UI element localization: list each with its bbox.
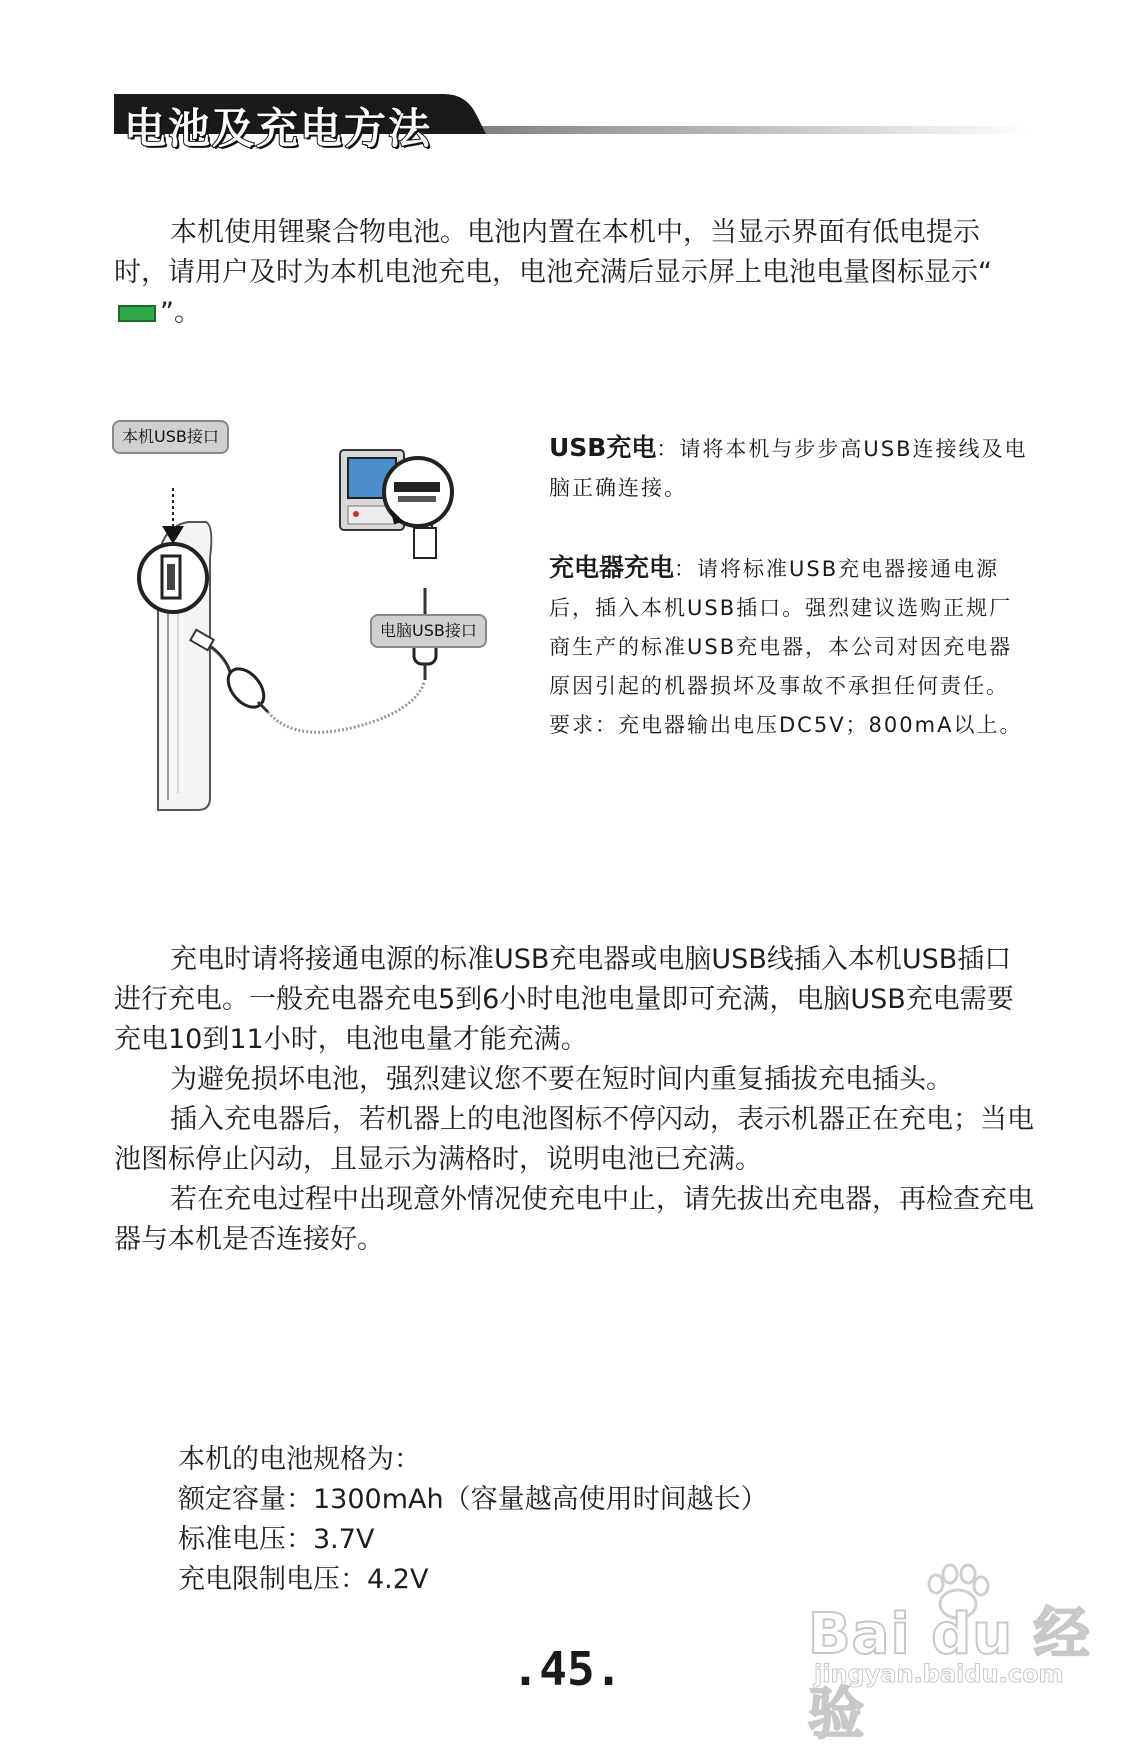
charger-charging-heading: 充电器充电: [549, 553, 675, 582]
charging-illustration: [118, 427, 518, 828]
usb-cable: [268, 682, 424, 732]
intro-text-end: ”。: [160, 297, 201, 328]
paragraph-avoid-damage: 为避免损坏电池，强烈建议您不要在短时间内重复插拔充电插头。: [170, 1064, 953, 1095]
usb-charging-heading: USB充电: [549, 433, 657, 462]
usb-charging-text: ：请将本机与步步高USB连接线及电脑正确连接。: [549, 437, 1028, 500]
pc-usb-port-label: 电脑USB接口: [370, 614, 487, 648]
intro-paragraph: [114, 213, 1024, 333]
device-usb-port-label: 本机USB接口: [112, 420, 229, 454]
spec-voltage: 标准电压：3.7V: [178, 1524, 375, 1555]
baidu-watermark: [808, 1568, 1098, 1747]
page-title: 电池及充电方法: [124, 104, 433, 153]
usb-charging-section: [549, 428, 1029, 508]
watermark-url: jingyan.baidu.com: [814, 1660, 1064, 1688]
page-number: .45.: [511, 1642, 623, 1696]
section-header-banner: [114, 92, 1029, 153]
charger-charging-section: [549, 548, 1029, 745]
spec-capacity: 额定容量：1300mAh（容量越高使用时间越长）: [178, 1484, 768, 1515]
specs-title: 本机的电池规格为：: [178, 1444, 421, 1475]
watermark-logo-text: Bai du 经验: [808, 1602, 1091, 1747]
usb-plug: [414, 528, 436, 558]
charger-charging-text: ：请将标准USB充电器接通电源后，插入本机USB插口。强烈建议选购正规厂商生产的标准USB充电器，本公司对因充电器原因引起的机器损坏及事故不承担任何责任。: [549, 557, 1013, 698]
paragraph-charging-time: 充电时请将接通电源的标准USB充电器或电脑USB线插入本机USB插口进行充电。一般充电器充电5到6小时电池电量即可充满，电脑USB充电需要充电10到11小时，电池电量才能充满。: [114, 944, 1014, 1055]
battery-full-icon: [118, 305, 156, 322]
spec-charge-limit: 充电限制电压：4.2V: [178, 1564, 429, 1595]
intro-text: 本机使用锂聚合物电池。电池内置在本机中，当显示界面有低电提示时，请用户及时为本机电池充电，电池充满后显示屏上电池电量图标显示“: [114, 217, 992, 288]
paragraph-charging-indicator: 插入充电器后，若机器上的电池图标不停闪动，表示机器正在充电；当电池图标停止闪动，且显示为满格时，说明电池已充满。: [114, 1104, 1034, 1175]
charger-requirement: 要求：充电器输出电压DC5V；800mA以上。: [549, 713, 1023, 737]
charging-instructions: [114, 940, 1034, 1260]
paragraph-interrupted-charge: 若在充电过程中出现意外情况使充电中止，请先拔出充电器，再检查充电器与本机是否连接好。: [114, 1184, 1034, 1255]
